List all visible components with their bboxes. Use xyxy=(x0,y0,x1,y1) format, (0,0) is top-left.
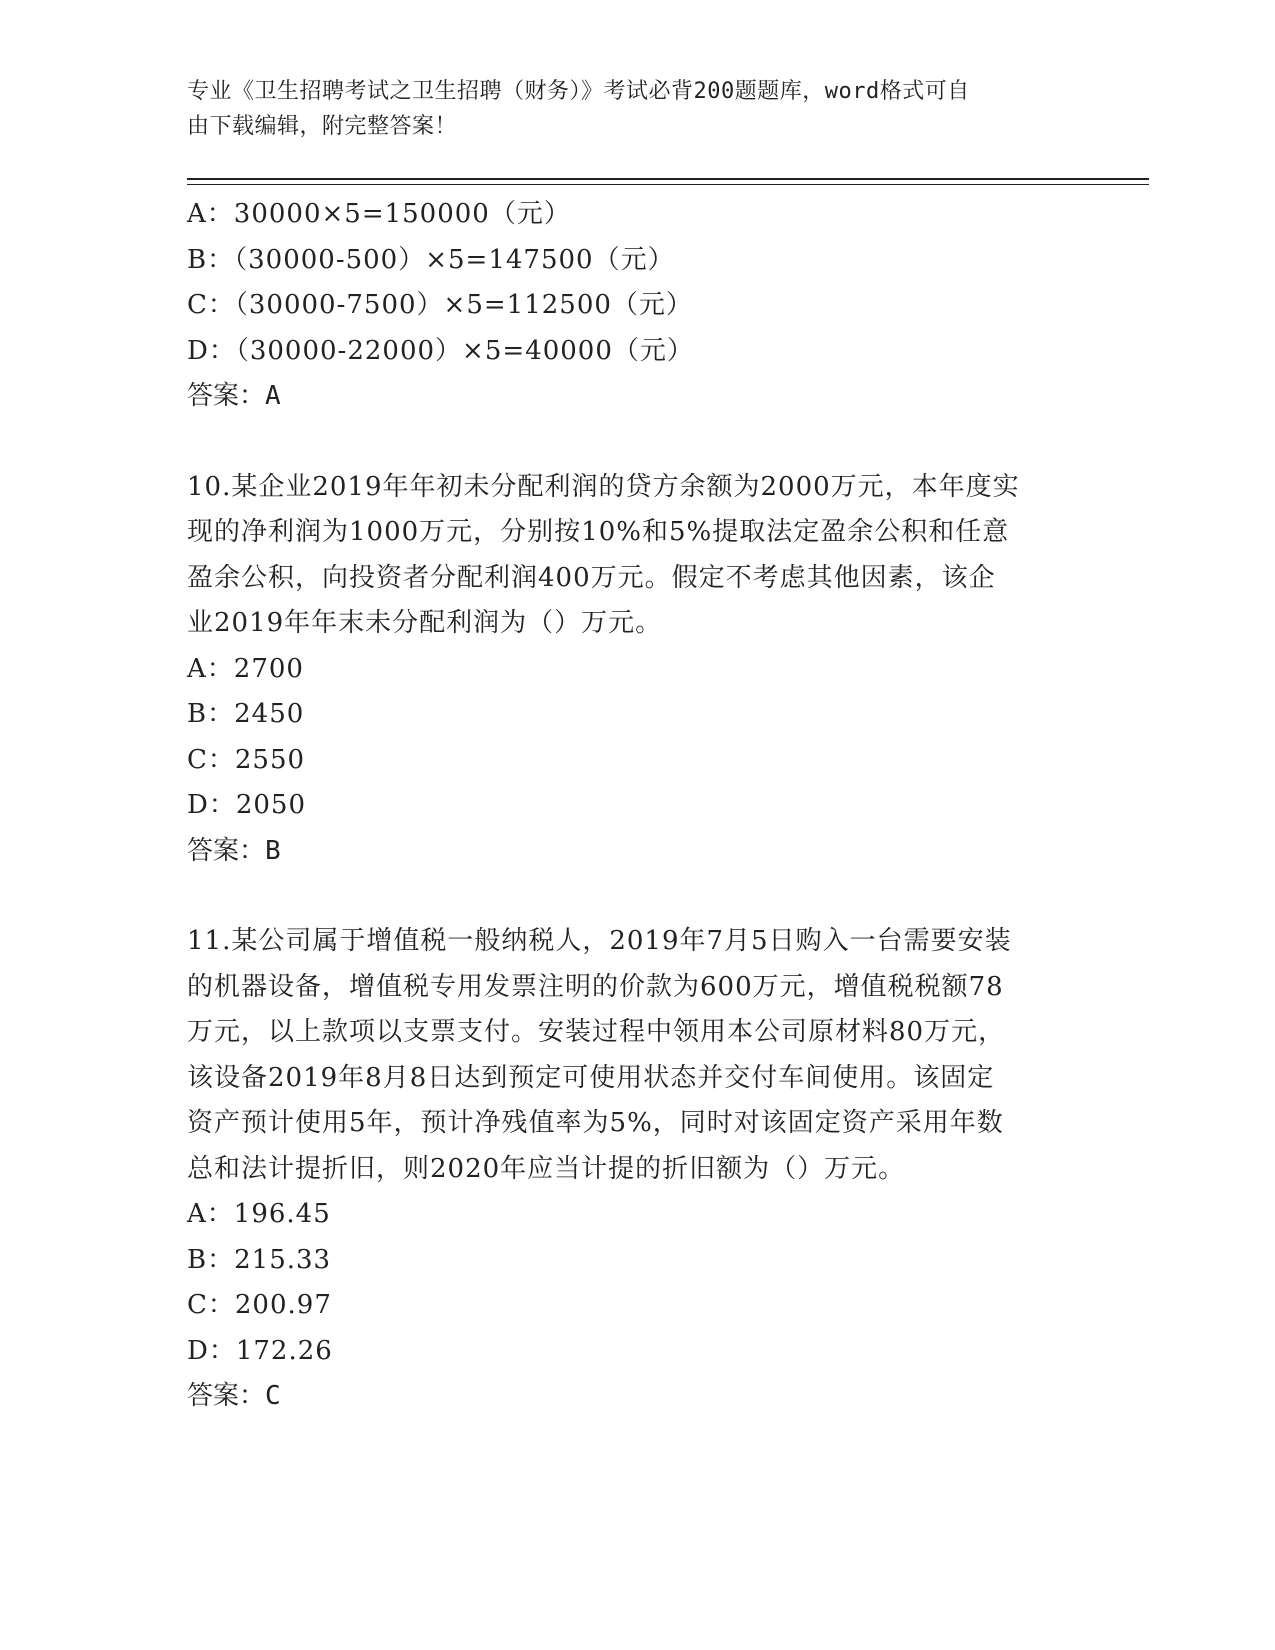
option-b: B：（30000-500）×5=147500（元） xyxy=(187,244,675,275)
header-divider xyxy=(187,178,1149,180)
answer: 答案：B xyxy=(187,835,281,866)
question-10 xyxy=(187,465,1087,875)
answer: 答案：C xyxy=(187,1381,281,1411)
question-text: 的机器设备，增值税专用发票注明的价款为600万元，增值税税额78 xyxy=(187,971,1004,1002)
question-text: 11.某公司属于增值税一般纳税人，2019年7月5日购入一台需要安装 xyxy=(187,926,1012,956)
question-text: 现的净利润为1000万元，分别按10%和5%提取法定盈余公积和任意 xyxy=(187,517,1010,547)
option-a: A：2700 xyxy=(187,653,304,684)
header-line: 由下载编辑，附完整答案！ xyxy=(187,114,458,139)
header-line: 专业《卫生招聘考试之卫生招聘（财务）》考试必背200题题库，word格式可自 xyxy=(187,79,970,104)
option-b: B：215.33 xyxy=(187,1244,332,1275)
option-d: D：（30000-22000）×5=40000（元） xyxy=(187,335,694,366)
question-11 xyxy=(187,919,1087,1420)
option-b: B：2450 xyxy=(187,699,305,729)
question-text: 业2019年年末未分配利润为（）万元。 xyxy=(187,608,663,638)
question-text: 总和法计提折旧，则2020年应当计提的折旧额为（）万元。 xyxy=(187,1153,906,1184)
question-text: 10.某企业2019年年初未分配利润的贷方余额为2000万元，本年度实 xyxy=(187,471,1020,502)
header-divider xyxy=(187,184,1149,185)
question-list xyxy=(187,192,1087,1420)
question-text: 万元，以上款项以支票支付。安装过程中领用本公司原材料80万元， xyxy=(187,1017,1006,1047)
document-header xyxy=(187,74,1087,144)
option-d: D：172.26 xyxy=(187,1335,333,1366)
question-text: 资产预计使用5年，预计净残值率为5%，同时对该固定资产采用年数 xyxy=(187,1108,1004,1138)
option-a: A：30000×5=150000（元） xyxy=(187,199,571,229)
option-c: C：2550 xyxy=(187,744,306,775)
option-a: A：196.45 xyxy=(187,1199,331,1229)
question-text: 盈余公积，向投资者分配利润400万元。假定不考虑其他因素，该企 xyxy=(187,562,996,593)
option-c: C：200.97 xyxy=(187,1290,332,1320)
question-9 xyxy=(187,192,1087,420)
answer: 答案：A xyxy=(187,381,281,411)
option-d: D：2050 xyxy=(187,790,307,820)
option-c: C：（30000-7500）×5=112500（元） xyxy=(187,290,693,320)
question-text: 该设备2019年8月8日达到预定可使用状态并交付车间使用。该固定 xyxy=(187,1062,995,1093)
